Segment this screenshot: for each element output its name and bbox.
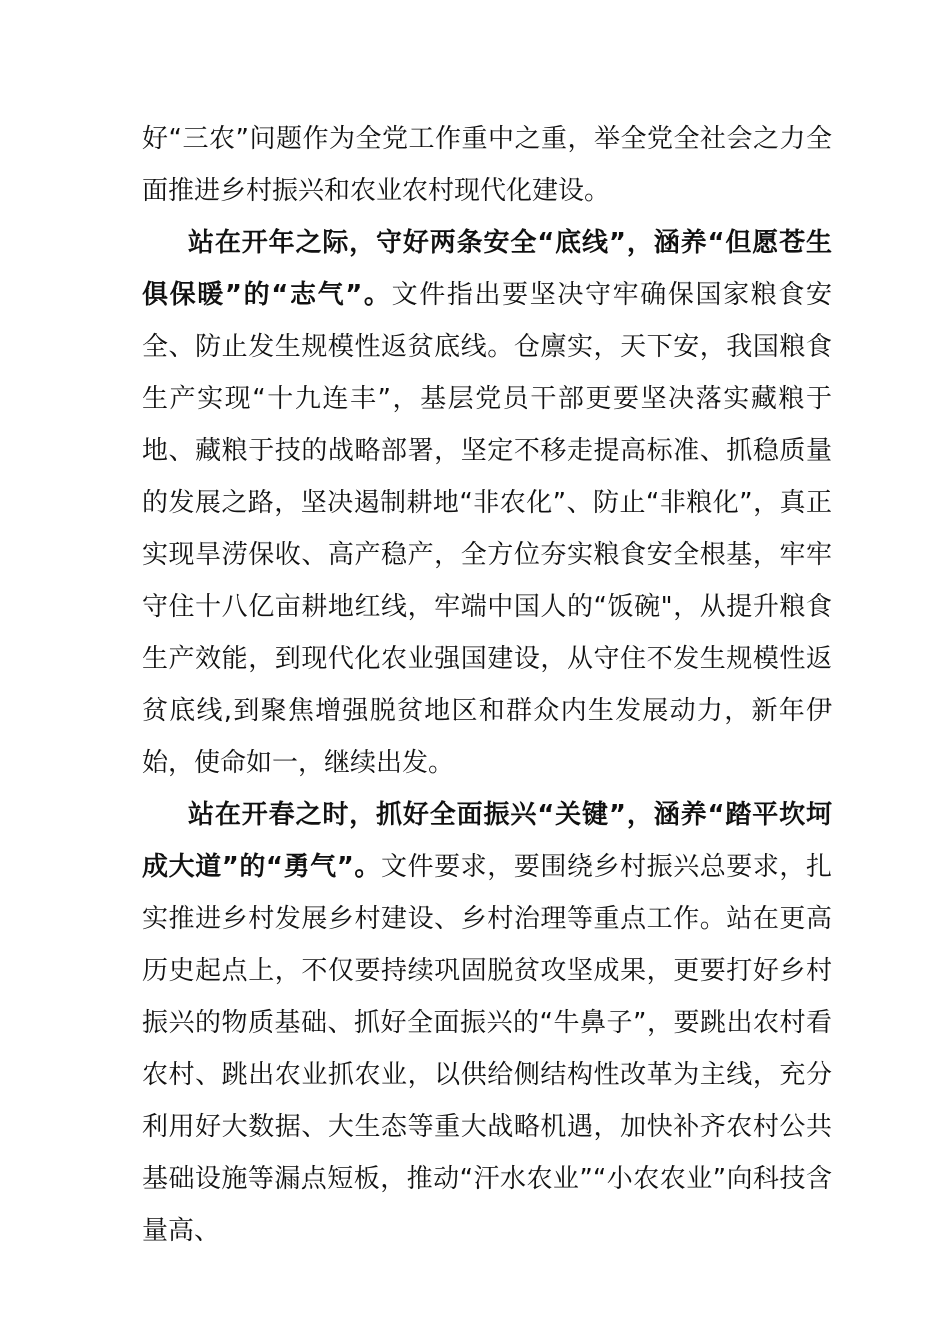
body-text (142, 113, 832, 1257)
paragraph-lead-heading: 站在开春之时，抓好全面振兴“关键”，涵养“踏平坎坷成大道”的“勇气”。 (142, 800, 832, 882)
paragraph-text: 好“三农”问题作为全党工作重中之重，举全党全社会之力全面推进乡村振兴和农业农村现代化建设。 (142, 124, 832, 206)
paragraph-text: 文件指出要坚决守牢确保国家粮食安全、防止发生规模性返贫底线。仓廪实，天下安，我国粮食生产实现“十九连丰”，基层党员干部更要坚决落实藏粮于地、藏粮于技的战略部署，坚定不移走提高标准、抓稳质量的发展之路，坚决遏制耕地“非农化”、防止“非粮化”，真正实现旱涝保收、高产稳产，全方位夯实粮食安全根基，牢牢守住十八亿亩耕地红线，牢端中国人的“饭碗"，从提升粮食生产效能，到现代化农业强国建设，从守住不发生规模性返贫底线,到聚焦增强脱贫地区和群众内生发展动力，新年伊始，使命如一，继续出发。 (142, 280, 832, 778)
paragraph-rural-revitalization (142, 789, 832, 1257)
paragraph-food-security (142, 217, 832, 789)
paragraph-lead-heading: 站在开年之际，守好两条安全“底线”，涵养“但愿苍生俱保暖”的“志气”。 (142, 228, 832, 310)
paragraph-continuation (142, 113, 832, 217)
paragraph-text: 文件要求，要围绕乡村振兴总要求，扎实推进乡村发展乡村建设、乡村治理等重点工作。站在更高历史起点上，不仅要持续巩固脱贫攻坚成果，更要打好乡村振兴的物质基础、抓好全面振兴的“牛鼻子”，要跳出农村看农村、跳出农业抓农业，以供给侧结构性改革为主线，充分利用好大数据、大生态等重大战略机遇，加快补齐农村公共基础设施等漏点短板，推动“汗水农业”“小农农业”向科技含量高、 (142, 852, 832, 1246)
